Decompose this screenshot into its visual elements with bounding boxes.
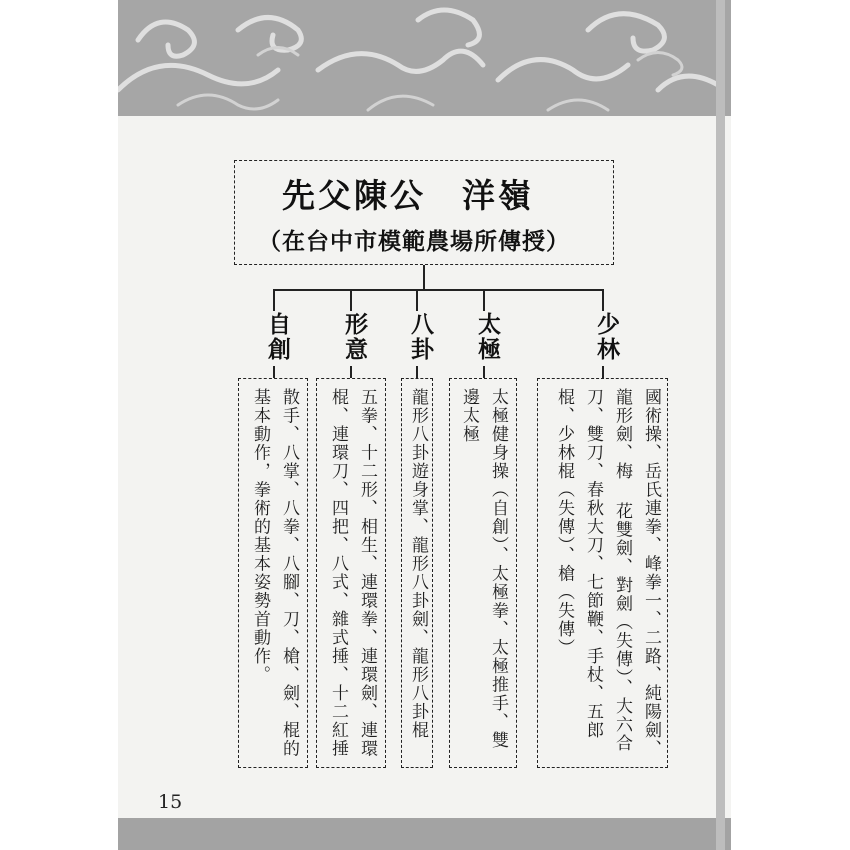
tree-branch xyxy=(416,289,418,311)
label-connector xyxy=(602,366,604,378)
right-margin-rule xyxy=(716,0,725,850)
category-label: 自創 xyxy=(264,312,291,362)
content-text-zichuang: 散手、八掌、八拳、八腳、刀、槍、劍、棍的基本動作，拳術的基本姿勢首動作。 xyxy=(250,388,299,758)
label-connector xyxy=(416,366,418,378)
content-text-bagua: 龍形八卦遊身掌、龍形八卦劍、龍形八卦棍 xyxy=(408,388,428,740)
cloud-pattern-illustration xyxy=(118,0,731,116)
category-label: 八卦 xyxy=(407,312,434,362)
category-label: 形意 xyxy=(341,312,368,362)
content-text-xingyi: 五拳、十二形、相生、連環拳、連環劍、連環棍、連環刀、四把、八式、雜式捶、十二紅捶 xyxy=(328,388,377,758)
tree-stem xyxy=(423,265,425,290)
label-connector xyxy=(273,366,275,378)
content-text-shaolin: 國術操、岳氏連拳、峰拳一、二路、純陽劍、龍形劍、梅 花雙劍、對劍（失傳）、大六合刀、雙刀、春秋大刀、七節鞭、手杖、五郎棍、少林棍（失傳）、槍（失傳） xyxy=(554,388,661,758)
category-label: 太極 xyxy=(474,312,501,362)
page-subtitle: （在台中市模範農場所傳授） xyxy=(258,228,570,255)
label-connector xyxy=(350,366,352,378)
content-text-taiji: 太極健身操（自創）、太極拳、太極推手、雙邊太極 xyxy=(459,388,508,750)
page-title: 先父陳公 洋嶺 xyxy=(282,176,534,215)
tree-branch xyxy=(273,289,275,311)
tree-branch xyxy=(350,289,352,311)
category-label: 少林 xyxy=(593,312,620,362)
tree-bar xyxy=(273,289,604,291)
label-connector xyxy=(483,366,485,378)
cloud-pattern-banner xyxy=(118,0,731,116)
footer-band xyxy=(118,818,731,850)
page-number: 15 xyxy=(158,791,183,813)
tree-branch xyxy=(483,289,485,311)
tree-branch xyxy=(602,289,604,311)
